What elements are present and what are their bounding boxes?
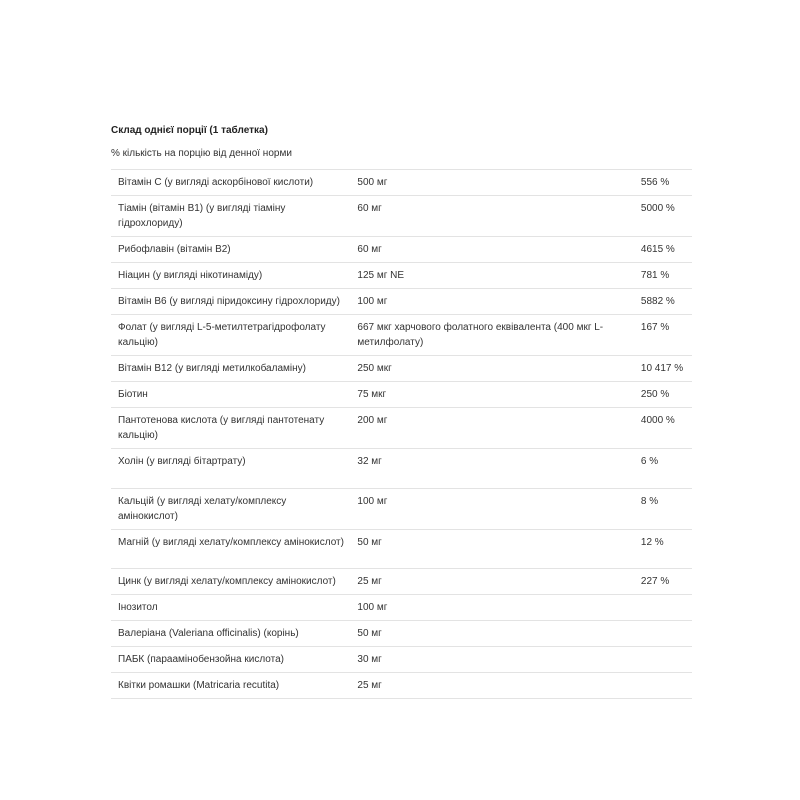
nutrient-name: Пантотенова кислота (у вигляді пантотенату кальцію) [111, 408, 350, 449]
nutrient-amount: 30 мг [350, 647, 633, 673]
nutrient-daily-value: 5882 % [634, 289, 692, 315]
table-row [111, 530, 692, 569]
nutrient-name: Біотин [111, 382, 350, 408]
nutrient-amount: 75 мкг [350, 382, 633, 408]
nutrient-amount: 60 мг [350, 237, 633, 263]
nutrient-name: Кальцій (у вигляді хелату/комплексу амінокислот) [111, 489, 350, 530]
panel-subtitle: % кількість на порцію від денної норми [111, 148, 292, 159]
nutrient-amount: 50 мг [350, 530, 633, 569]
nutrient-name: Холін (у вигляді бітартрату) [111, 449, 350, 489]
nutrient-amount: 125 мг NE [350, 263, 633, 289]
table-row [111, 263, 692, 289]
table-row [111, 237, 692, 263]
table-row [111, 595, 692, 621]
nutrient-name: Рибофлавін (вітамін В2) [111, 237, 350, 263]
table-row [111, 621, 692, 647]
nutrient-name: Магній (у вигляді хелату/комплексу амінокислот) [111, 530, 350, 569]
nutrient-name: Ніацин (у вигляді нікотинаміду) [111, 263, 350, 289]
table-row [111, 170, 692, 196]
nutrient-name: Інозитол [111, 595, 350, 621]
nutrient-name: ПАБК (параамінобензойна кислота) [111, 647, 350, 673]
nutrient-daily-value: 10 417 % [634, 356, 692, 382]
nutrient-name: Цинк (у вигляді хелату/комплексу амінокислот) [111, 569, 350, 595]
nutrient-name: Вітамін В12 (у вигляді метилкобаламіну) [111, 356, 350, 382]
table-row [111, 356, 692, 382]
nutrient-amount: 100 мг [350, 489, 633, 530]
nutrient-name: Вітамін С (у вигляді аскорбінової кислоти) [111, 170, 350, 196]
nutrient-amount: 200 мг [350, 408, 633, 449]
table-row [111, 315, 692, 356]
nutrient-amount: 500 мг [350, 170, 633, 196]
nutrient-amount: 250 мкг [350, 356, 633, 382]
panel-title: Склад однієї порції (1 таблетка) [111, 125, 268, 136]
nutrient-amount: 32 мг [350, 449, 633, 489]
nutrient-name: Квітки ромашки (Matricaria recutita) [111, 673, 350, 699]
nutrient-daily-value: 781 % [634, 263, 692, 289]
nutrient-daily-value [634, 673, 692, 699]
nutrient-daily-value: 4000 % [634, 408, 692, 449]
nutrient-daily-value: 227 % [634, 569, 692, 595]
nutrient-daily-value: 167 % [634, 315, 692, 356]
nutrient-name: Фолат (у вигляді L-5-метилтетрагідрофолату кальцію) [111, 315, 350, 356]
nutrient-name: Тіамін (вітамін В1) (у вигляді тіаміну гідрохлориду) [111, 196, 350, 237]
nutrient-name: Вітамін В6 (у вигляді піридоксину гідрохлориду) [111, 289, 350, 315]
nutrient-amount: 100 мг [350, 595, 633, 621]
nutrient-name: Валеріана (Valeriana officinalis) (корінь) [111, 621, 350, 647]
nutrient-amount: 50 мг [350, 621, 633, 647]
nutrient-amount: 100 мг [350, 289, 633, 315]
nutrient-amount: 25 мг [350, 569, 633, 595]
nutrient-daily-value: 5000 % [634, 196, 692, 237]
nutrient-table [111, 169, 692, 699]
table-row [111, 382, 692, 408]
table-row [111, 673, 692, 699]
supplement-facts-panel [111, 124, 692, 691]
nutrient-daily-value: 6 % [634, 449, 692, 489]
nutrient-amount: 25 мг [350, 673, 633, 699]
nutrient-amount: 667 мкг харчового фолатного еквівалента (400 мкг L-метилфолату) [350, 315, 633, 356]
table-row [111, 569, 692, 595]
table-row [111, 647, 692, 673]
table-row [111, 289, 692, 315]
nutrient-daily-value: 8 % [634, 489, 692, 530]
table-row [111, 489, 692, 530]
nutrient-daily-value: 12 % [634, 530, 692, 569]
nutrient-daily-value: 556 % [634, 170, 692, 196]
nutrient-amount: 60 мг [350, 196, 633, 237]
table-row [111, 196, 692, 237]
table-row [111, 449, 692, 489]
nutrient-daily-value [634, 647, 692, 673]
nutrient-daily-value: 4615 % [634, 237, 692, 263]
nutrient-daily-value [634, 595, 692, 621]
table-row [111, 408, 692, 449]
nutrient-daily-value: 250 % [634, 382, 692, 408]
nutrient-daily-value [634, 621, 692, 647]
